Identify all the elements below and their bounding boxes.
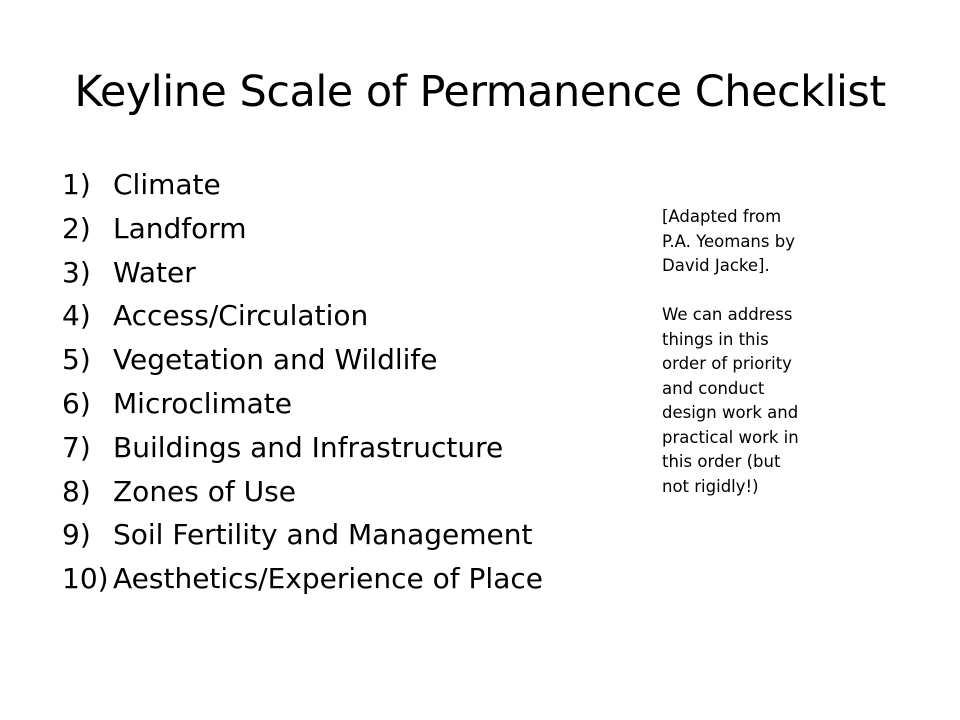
side-note-line: P.A. Yeomans by [662, 231, 795, 251]
side-note [662, 205, 837, 499]
list-item [62, 518, 543, 562]
list-item [62, 299, 543, 343]
slide-title: Keyline Scale of Permanence Checklist [74, 67, 886, 117]
list-item [62, 475, 543, 519]
list-item [62, 343, 543, 387]
list-item-number: 10) [62, 562, 109, 596]
list-item-number: 4) [62, 299, 91, 333]
side-note-spacer [662, 279, 837, 304]
list-item-label: Water [113, 255, 196, 289]
permanence-checklist [62, 168, 543, 606]
list-item [62, 431, 543, 475]
list-item-number: 6) [62, 386, 91, 420]
side-note-line: We can address [662, 305, 793, 324]
list-item [62, 212, 543, 256]
list-item-label: Access/Circulation [113, 299, 369, 333]
side-note-line: this order (but [662, 452, 781, 471]
side-note-line: order of priority [662, 354, 792, 373]
list-item-number: 3) [62, 255, 91, 289]
list-item-number: 7) [62, 430, 91, 464]
list-item-label: Zones of Use [113, 474, 296, 508]
list-item-label: Buildings and Infrastructure [113, 430, 504, 464]
list-item-label: Soil Fertility and Management [113, 518, 533, 552]
side-note-line: and conduct [662, 378, 765, 398]
side-note-line: design work and [662, 403, 799, 422]
list-item-number: 1) [62, 168, 91, 201]
list-item [62, 168, 543, 212]
list-item [62, 387, 543, 431]
list-item-number: 2) [62, 211, 91, 245]
list-item-label: Landform [113, 211, 247, 245]
side-note-line: [Adapted from [662, 207, 782, 226]
list-item-label: Vegetation and Wildlife [113, 343, 438, 377]
list-item-number: 9) [62, 518, 91, 552]
list-item-number: 5) [62, 343, 91, 377]
side-note-line: not rigidly!) [662, 476, 759, 496]
list-item [62, 562, 543, 606]
list-item-label: Aesthetics/Experience of Place [113, 562, 543, 596]
side-note-line: things in this [662, 329, 769, 349]
list-item-label: Climate [113, 168, 221, 201]
side-note-line: David Jacke]. [662, 256, 770, 275]
list-item-number: 8) [62, 474, 91, 508]
side-note-line: practical work in [662, 427, 799, 447]
list-item-label: Microclimate [113, 386, 292, 420]
list-item [62, 256, 543, 300]
